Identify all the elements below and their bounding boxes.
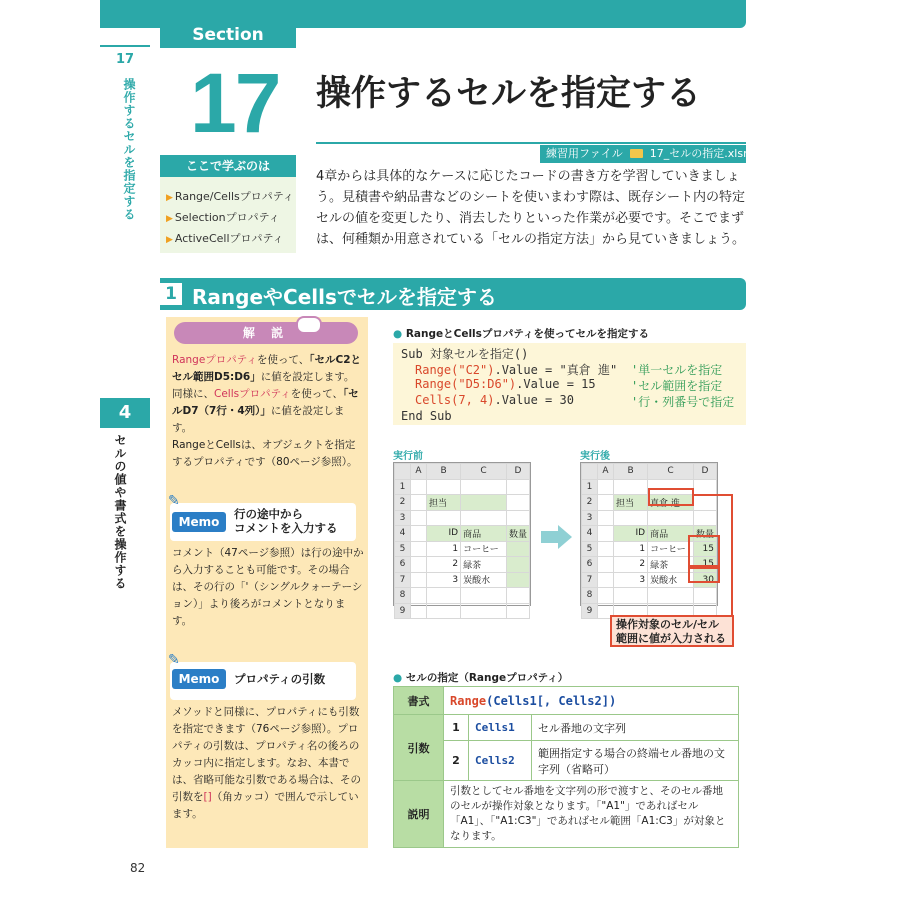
row-header: 9	[582, 603, 598, 619]
triangle-bullet-icon: ▶	[166, 235, 173, 245]
practice-file-label: 練習用ファイル	[546, 147, 623, 160]
sheet-cell	[410, 572, 426, 588]
args-head: 引数	[394, 715, 444, 781]
kaisetsu-label: 解 説	[174, 322, 358, 344]
code-block	[393, 343, 746, 425]
code-line: Range("C2").Value = "真倉 進"	[415, 363, 618, 377]
desc-cell: 引数としてセル番地を文字列の形で渡すと、そのセル番地のセルが操作対象となります。「"A1"」であればセル「A1」、「"A1:C3"」であればセル範囲「A1:C3」が対象となります。	[444, 781, 739, 848]
sheet-cell	[506, 572, 529, 588]
row-header: 4	[582, 526, 598, 542]
sheet-cell	[427, 588, 461, 604]
row-header: 6	[582, 557, 598, 573]
row-header: 5	[582, 541, 598, 557]
after-label: 実行後	[580, 451, 610, 462]
column-header: D	[506, 464, 529, 480]
sheet-cell	[693, 479, 716, 495]
sheet-cell	[597, 479, 613, 495]
sheet-cell	[410, 479, 426, 495]
syntax-caption: ● セルの指定（Rangeプロパティ）	[393, 672, 569, 684]
arg-number: 1	[444, 715, 469, 741]
heading-text: RangeやCellsでセルを指定する	[192, 285, 497, 309]
memo-tag: Memo	[172, 669, 226, 689]
row-header: 5	[395, 541, 411, 557]
side-chapter-name: セルの値や書式を操作する	[113, 434, 127, 590]
code-line: End Sub	[401, 409, 452, 423]
column-header	[582, 464, 598, 480]
highlight-d7	[688, 565, 720, 583]
learn-item: ▶ Selectionプロパティ	[166, 211, 280, 224]
learn-item: ▶ Range/Cellsプロパティ	[166, 190, 294, 203]
sheet-cell	[506, 557, 529, 573]
sheet-cell	[597, 588, 613, 604]
sheet-cell	[648, 588, 694, 604]
sheet-cell	[427, 479, 461, 495]
connector-line	[692, 494, 732, 496]
page-number: 82	[130, 861, 146, 875]
arg-number: 2	[444, 741, 469, 781]
column-header: A	[410, 464, 426, 480]
sheet-cell: ID	[614, 526, 648, 542]
sheet-cell	[597, 572, 613, 588]
memo-title: 行の途中から コメントを入力する	[234, 507, 338, 535]
sheet-row	[582, 510, 717, 526]
triangle-bullet-icon: ▶	[166, 193, 173, 203]
row-header: 8	[582, 588, 598, 604]
title-rule	[316, 142, 746, 144]
before-table	[394, 463, 530, 619]
column-header: A	[597, 464, 613, 480]
sheet-cell	[461, 603, 507, 619]
side-rule	[100, 45, 150, 47]
code-line: Cells(7, 4).Value = 30	[415, 393, 574, 407]
sheet-cell	[410, 526, 426, 542]
sheet-row	[395, 526, 530, 542]
row-header: 3	[395, 510, 411, 526]
memo-tag: Memo	[172, 512, 226, 532]
sheet-cell	[410, 557, 426, 573]
sheet-cell	[597, 557, 613, 573]
row-header: 1	[582, 479, 598, 495]
memo-body: コメント（47ページ参照）は行の途中から入力することも可能です。その場合は、その行の「'（シングルクォーテーション）」より後ろがコメントとなります。	[172, 547, 364, 627]
sheet-cell	[506, 541, 529, 557]
sheet-cell	[461, 479, 507, 495]
sheet-cell	[597, 541, 613, 557]
column-header: B	[427, 464, 461, 480]
practice-file-name: 17_セルの指定.xlsm	[649, 147, 754, 160]
sheet-row	[395, 588, 530, 604]
connector-line	[731, 494, 733, 616]
sheet-cell: 2	[614, 557, 648, 573]
column-header: C	[648, 464, 694, 480]
sheet-cell	[461, 588, 507, 604]
memo-title: プロパティの引数	[234, 672, 326, 686]
sheet-cell: 炭酸水	[648, 572, 694, 588]
intro-paragraph: 4章からは具体的なケースに応じたコードの書き方を学習していきましょう。見積書や納品書などのシートを使いまわす際は、既存シート内の特定セルの値を変更したり、消去したりといった作業が必要です。そこでまずは、何種類か用意されている「セルの指定方法」から見ていきましょう。	[316, 169, 746, 247]
page-title: 操作するセルを指定する	[316, 74, 702, 114]
sheet-cell	[461, 510, 507, 526]
code-line: Range("D5:D6").Value = 15	[415, 377, 596, 391]
row-header: 1	[395, 479, 411, 495]
memo-body: メソッドと同様に、プロパティにも引数を指定できます（76ページ参照）。プロパティの引数は、プロパティ名の後ろのカッコ内に指定します。なお、本書では、省略可能な引数である場合は、その引数を[]（角カッコ）で囲んで示しています。	[172, 706, 361, 820]
row-header: 3	[582, 510, 598, 526]
callout-note: 操作対象のセル/セル範囲に値が入力される	[610, 615, 734, 647]
sheet-cell	[410, 603, 426, 619]
sheet-cell: 1	[614, 541, 648, 557]
sheet-cell	[506, 479, 529, 495]
sheet-cell: コーヒー	[648, 541, 694, 557]
explain-text: Rangeプロパティを使って、「セルC2とセル範囲D5:D6」に値を設定します。 同様に、Cellsプロパティを使って、「セルD7（7行・4列）」に値を設定します。 RangeとCellsは、オブジェクトを指定するプロパティです（80ページ参照）。	[172, 354, 362, 468]
side-chapter-number: 17	[115, 52, 135, 67]
sheet-row	[395, 541, 530, 557]
code-line: Sub 対象セルを指定()	[401, 347, 529, 361]
format-cell: Range(Cells1[, Cells2])	[444, 687, 739, 715]
sheet-cell: 商品	[648, 526, 694, 542]
row-header: 7	[582, 572, 598, 588]
memo-pencil-icon: ✎	[168, 493, 180, 509]
sheet-cell: 数量	[506, 526, 529, 542]
sheet-cell	[461, 495, 507, 511]
row-header: 2	[582, 495, 598, 511]
sheet-cell	[693, 495, 716, 511]
column-header	[395, 464, 411, 480]
sheet-cell	[506, 495, 529, 511]
sheet-cell: 15	[693, 541, 716, 557]
sheet-cell: 緑茶	[461, 557, 507, 573]
highlight-d5-d6	[688, 535, 720, 569]
sheet-cell	[597, 495, 613, 511]
speech-bubble-icon	[296, 316, 322, 334]
sheet-cell: 15	[693, 557, 716, 573]
row-header: 6	[395, 557, 411, 573]
section-number: 17	[190, 56, 280, 150]
sheet-cell: 商品	[461, 526, 507, 542]
right-arrow-icon	[558, 525, 572, 549]
row-header: 8	[395, 588, 411, 604]
arg-desc: 範囲指定する場合の終端セル番地の文字列（省略可）	[532, 741, 739, 781]
column-header: C	[461, 464, 507, 480]
sheet-cell	[597, 526, 613, 542]
sheet-cell: 3	[427, 572, 461, 588]
code-comment: '行・列番号で指定	[631, 395, 735, 409]
sheet-cell	[427, 603, 461, 619]
after-sheet	[580, 462, 718, 616]
row-header: 9	[395, 603, 411, 619]
side-chapter-badge: 4	[100, 398, 150, 428]
sheet-cell	[614, 588, 648, 604]
side-chapter-title: 操作するセルを指定する	[122, 78, 136, 221]
row-header: 2	[395, 495, 411, 511]
sheet-cell: コーヒー	[461, 541, 507, 557]
highlight-c2	[648, 488, 694, 506]
memo-pencil-icon: ✎	[168, 652, 180, 668]
sheet-row	[395, 603, 530, 619]
arg-desc: セル番地の文字列	[532, 715, 739, 741]
row-header: 4	[395, 526, 411, 542]
sheet-row	[395, 495, 530, 511]
sheet-cell	[410, 541, 426, 557]
sheet-cell: 炭酸水	[461, 572, 507, 588]
sheet-cell	[410, 495, 426, 511]
folder-icon	[630, 149, 643, 158]
sheet-cell	[410, 510, 426, 526]
sheet-cell: 緑茶	[648, 557, 694, 573]
sheet-cell: 担当	[614, 495, 648, 511]
sheet-cell: 3	[614, 572, 648, 588]
learn-item: ▶ ActiveCellプロパティ	[166, 232, 284, 245]
sheet-cell	[506, 588, 529, 604]
sheet-cell: 担当	[427, 495, 461, 511]
sheet-cell	[648, 510, 694, 526]
code-comment: '単一セルを指定	[631, 363, 723, 377]
desc-head: 説明	[394, 781, 444, 848]
sheet-cell: 真倉 進	[648, 495, 694, 511]
arg-name: Cells2	[469, 741, 532, 781]
row-header: 7	[395, 572, 411, 588]
column-header: D	[693, 464, 716, 480]
sheet-cell	[597, 510, 613, 526]
format-head: 書式	[394, 687, 444, 715]
sheet-cell: 数量	[693, 526, 716, 542]
sheet-cell	[693, 510, 716, 526]
sheet-row	[395, 510, 530, 526]
sheet-cell	[506, 510, 529, 526]
code-caption: ● RangeとCellsプロパティを使ってセルを指定する	[393, 328, 650, 340]
arg-name: Cells1	[469, 715, 532, 741]
sheet-row	[395, 479, 530, 495]
section-tab: Section	[160, 22, 296, 48]
before-label: 実行前	[393, 451, 423, 462]
sheet-cell: 30	[693, 572, 716, 588]
sheet-cell	[506, 603, 529, 619]
syntax-table	[393, 686, 739, 848]
sheet-cell: 2	[427, 557, 461, 573]
sheet-cell	[410, 588, 426, 604]
sheet-cell	[693, 588, 716, 604]
code-comment: 'セル範囲を指定	[631, 379, 723, 393]
sheet-cell	[614, 510, 648, 526]
column-header: B	[614, 464, 648, 480]
heading-number: 1	[160, 283, 182, 305]
practice-file	[540, 145, 754, 163]
learn-box	[160, 155, 296, 253]
before-sheet	[393, 462, 531, 616]
sheet-row	[582, 588, 717, 604]
sheet-row	[395, 557, 530, 573]
triangle-bullet-icon: ▶	[166, 214, 173, 224]
sheet-cell	[427, 510, 461, 526]
sheet-cell	[614, 479, 648, 495]
sheet-row	[395, 572, 530, 588]
learn-heading: ここで学ぶのは	[160, 155, 296, 177]
sheet-cell: 1	[427, 541, 461, 557]
sheet-cell: ID	[427, 526, 461, 542]
